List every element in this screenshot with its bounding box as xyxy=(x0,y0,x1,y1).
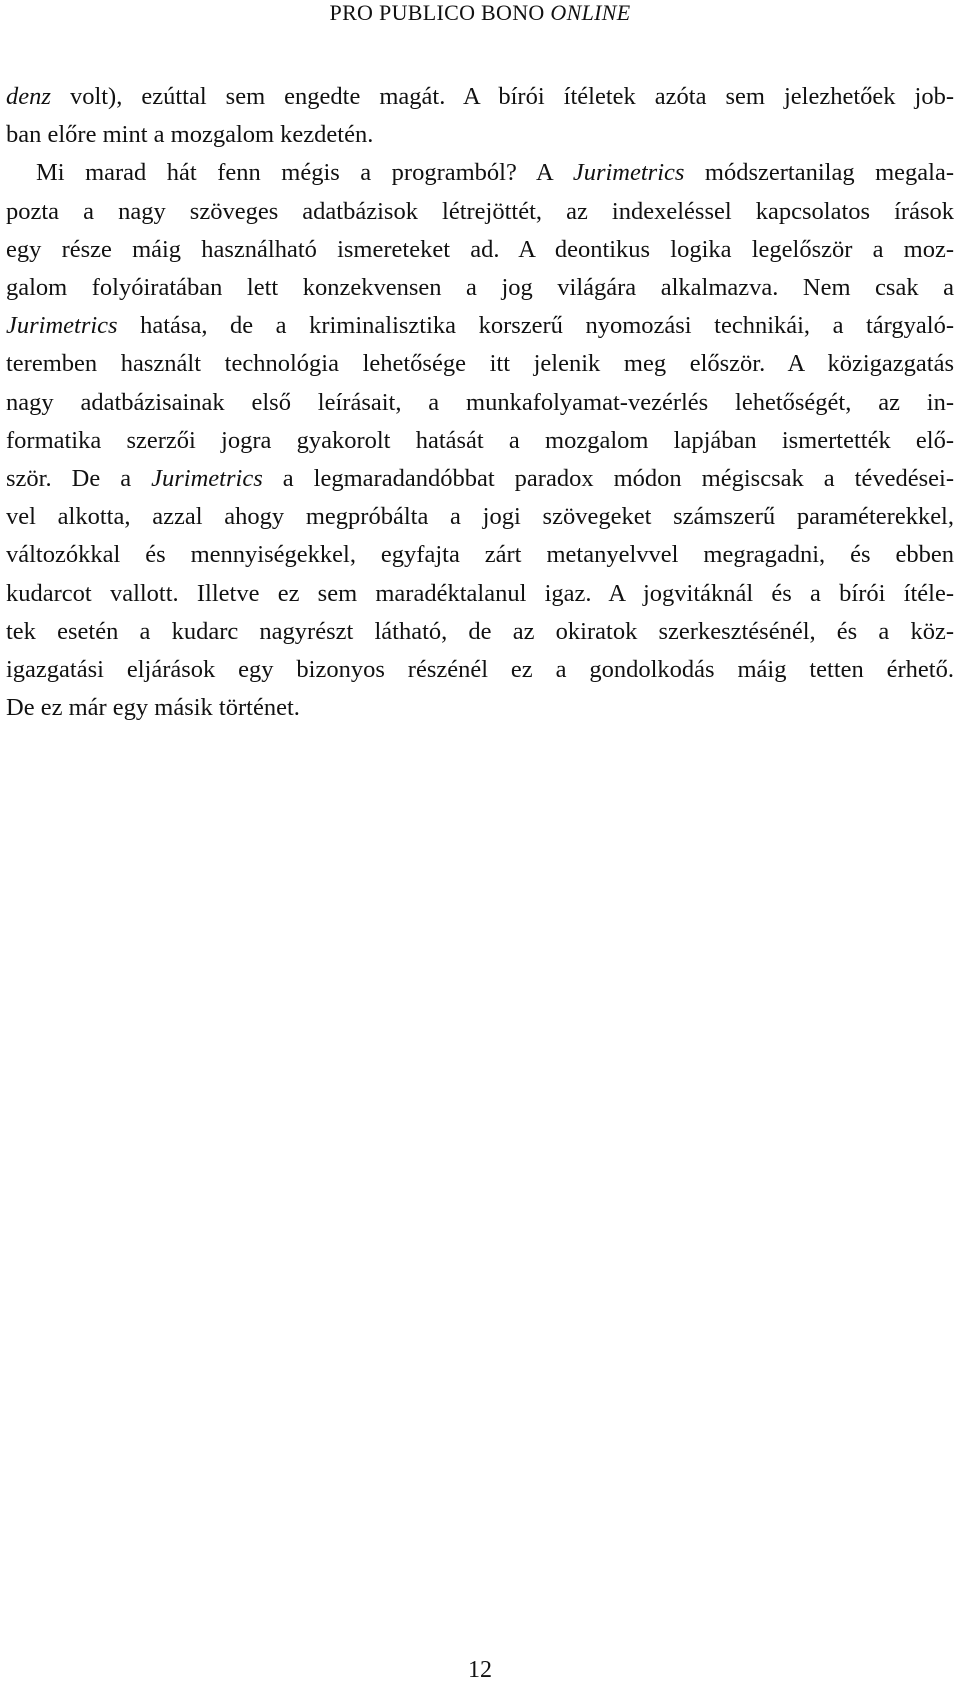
text-line: formatika szerzői jogra gyakorolt hatását a mozgalom lapjában ismertették elő- xyxy=(6,426,954,454)
text-line: nagy adatbázisainak első leírásait, a munkafolyamat-vezérlés lehetőségét, az in- xyxy=(6,388,954,416)
text-line: ban előre mint a mozgalom kezdetén. xyxy=(6,121,374,149)
italic-term: Jurimetrics xyxy=(6,312,118,340)
text-line: egy része máig használható ismereteket ad. A deontikus logika legelőször a moz- xyxy=(6,235,954,263)
journal-title: PRO PUBLICO BONO xyxy=(329,0,545,25)
text-line: galom folyóiratában lett konzekvensen a jog világára alkalmazva. Nem csak a xyxy=(6,274,954,302)
italic-fragment: denz xyxy=(6,83,51,110)
text-line: denz volt), ezúttal sem engedte magát. A bírói ítéletek azóta sem jelezhetőek job- xyxy=(6,83,954,110)
text-line: változókkal és mennyiségekkel, egyfajta zárt metanyelvvel megragadni, és ebben xyxy=(6,541,954,569)
text-line: igazgatási eljárások egy bizonyos részénél ez a gondolkodás máig tetten érhető. xyxy=(6,656,954,684)
text-line: tek esetén a kudarc nagyrészt látható, de az okiratok szerkesztésénél, és a köz- xyxy=(6,617,954,645)
text-line: De ez már egy másik történet. xyxy=(6,694,300,722)
text-line: Mi marad hát fenn mégis a programból? A Jurimetrics módszertanilag megala- xyxy=(36,159,954,187)
text-line: ször. De a Jurimetrics a legmaradandóbbat paradox módon mégiscsak a tévedései- xyxy=(6,465,954,493)
italic-term: Jurimetrics xyxy=(151,465,263,493)
body-text xyxy=(6,78,954,727)
journal-title-online: ONLINE xyxy=(550,0,631,25)
text-line: vel alkotta, azzal ahogy megpróbálta a jogi szövegeket számszerű paraméterekkel, xyxy=(6,503,954,531)
italic-term: Jurimetrics xyxy=(572,159,685,187)
text-line: pozta a nagy szöveges adatbázisok létrejöttét, az indexeléssel kapcsolatos írások xyxy=(6,197,954,225)
text-line: kudarcot vallott. Illetve ez sem maradéktalanul igaz. A jogvitáknál és a bírói ítéle- xyxy=(6,579,954,607)
running-header xyxy=(0,0,960,26)
text-line: Jurimetrics hatása, de a kriminalisztika korszerű nyomozási technikái, a tárgyaló- xyxy=(6,312,954,340)
page-number: 12 xyxy=(468,1657,492,1683)
text-line: teremben használt technológia lehetősége itt jelenik meg először. A közigazgatás xyxy=(6,350,954,378)
